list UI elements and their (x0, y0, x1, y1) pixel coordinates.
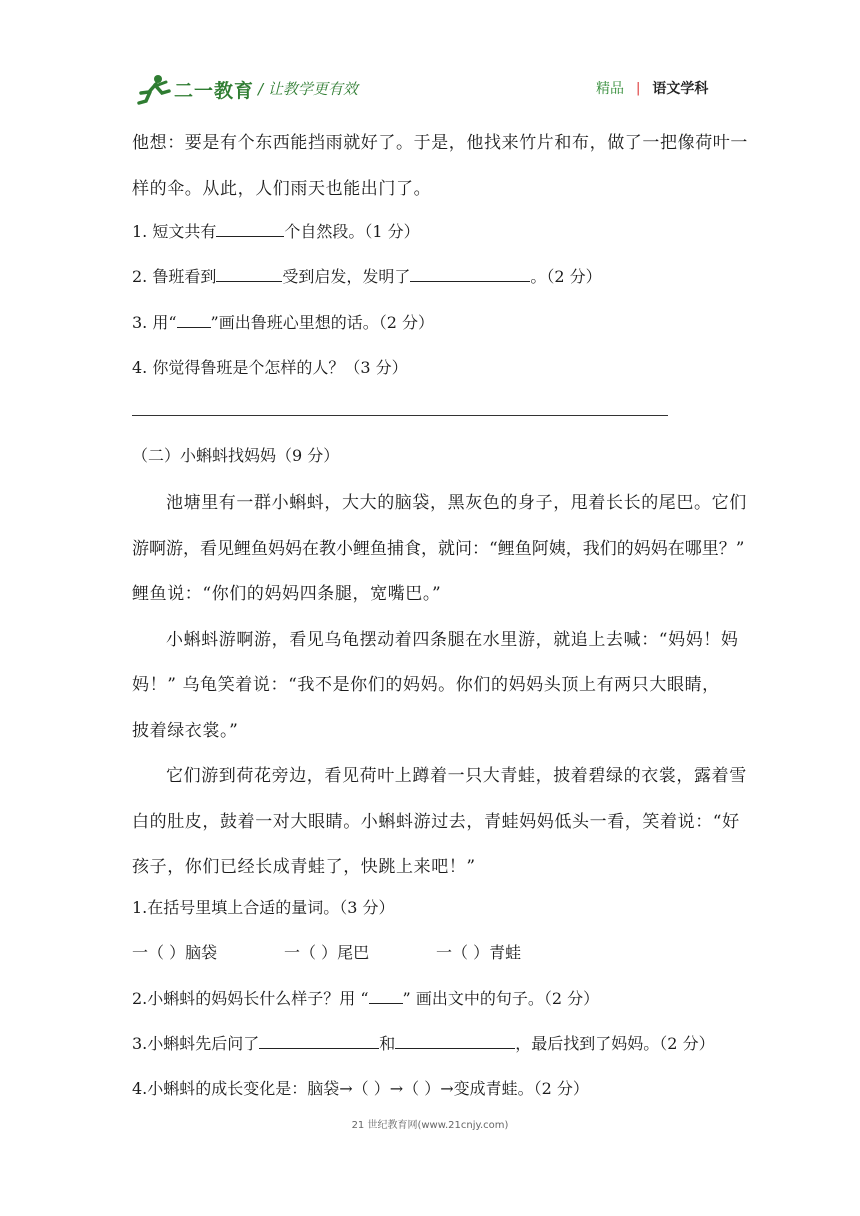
logo-text: 二一教育 (174, 79, 255, 102)
underline-mark (177, 310, 211, 328)
question-text: 和 (379, 1034, 396, 1053)
question-4 (132, 355, 408, 378)
question-text: 1. 短文共有 (132, 222, 217, 241)
passage1-line: 样的伞。从此，人们雨天也能出门了。 (132, 179, 432, 199)
measure-word-item[interactable]: 一（ ）青蛙 (436, 943, 522, 962)
passage2-line: 白的肚皮，鼓着一对大眼睛。小蝌蚪游过去，青蛙妈妈低头一看，笑着说：“好 (132, 812, 740, 832)
question-1 (132, 219, 420, 242)
answer-blank[interactable] (259, 1031, 379, 1049)
passage2-line: 池塘里有一群小蝌蚪，大大的脑袋，黑灰色的身子，甩着长长的尾巴。它们 (166, 493, 747, 513)
measure-word-row (132, 940, 521, 963)
question-4: 4.小蝌蚪的成长变化是：脑袋→（ ）→（ ）→变成青蛙。（2 分） (132, 1079, 589, 1098)
question-text: 2.小蝌蚪的妈妈长什么样子？用 “ (132, 989, 369, 1008)
footer-source: 21 世纪教育网(www.21cnjy.com) (351, 1120, 509, 1131)
question-3 (132, 310, 434, 333)
question-text: 个自然段。（1 分） (284, 222, 420, 241)
passage2-line: 鲤鱼说：“你们的妈妈四条腿，宽嘴巴。” (132, 584, 442, 604)
section-title: （二）小蝌蚪找妈妈（9 分） (132, 446, 340, 465)
passage2-line: 游啊游，看见鲤鱼妈妈在教小鲤鱼捕食，就问：“鲤鱼阿姨，我们的妈妈在哪里？” (132, 539, 745, 559)
question-1: 1.在括号里填上合适的量词。（3 分） (132, 898, 395, 917)
page-header (0, 0, 860, 112)
subject-label: 语文学科 (652, 81, 709, 97)
header-separator: | (636, 80, 641, 96)
answer-blank[interactable] (216, 264, 282, 282)
question-text: 3.小蝌蚪先后问了 (132, 1034, 260, 1053)
passage2-line: 妈！” 乌龟笑着说：“我不是你们的妈妈。你们的妈妈头顶上有两只大眼睛， (132, 675, 720, 695)
question-2 (132, 986, 599, 1009)
question-text: ” 画出文中的句子。（2 分） (402, 989, 600, 1008)
passage2-line: 它们游到荷花旁边，看见荷叶上蹲着一只大青蛙，披着碧绿的衣裳，露着雪 (166, 766, 747, 786)
header-right (596, 78, 708, 98)
answer-blank[interactable] (216, 219, 284, 237)
quality-badge: 精品 (596, 81, 624, 97)
question-2 (132, 264, 602, 287)
passage2-line: 小蝌蚪游啊游，看见乌龟摆动着四条腿在水里游，就追上去喊：“妈妈！妈 (166, 630, 739, 650)
measure-word-item[interactable]: 一（ ）尾巴 (284, 943, 370, 962)
slogan: / 让教学更有效 (258, 80, 358, 98)
passage1-line: 他想：要是有个东西能挡雨就好了。于是，他找来竹片和布，做了一把像荷叶一 (132, 133, 748, 153)
passage2-line: 孩子，你们已经长成青蛙了，快跳上来吧！” (132, 857, 476, 877)
answer-blank[interactable] (395, 1031, 515, 1049)
underline-mark (369, 986, 403, 1004)
question-text: 2. 鲁班看到 (132, 267, 217, 286)
answer-line[interactable] (132, 415, 668, 416)
question-text: ，最后找到了妈妈。（2 分） (515, 1034, 715, 1053)
passage2-line: 披着绿衣裳。” (132, 721, 239, 741)
answer-blank[interactable] (410, 264, 530, 282)
question-text: 受到启发，发明了 (282, 267, 411, 286)
question-text: 3. 用“ (132, 313, 177, 332)
question-3 (132, 1031, 715, 1054)
question-text: 。（2 分） (530, 267, 602, 286)
question-text: ”画出鲁班心里想的话。（2 分） (210, 313, 434, 332)
runner-logo-icon (136, 73, 172, 105)
measure-word-item[interactable]: 一（ ）脑袋 (132, 943, 218, 962)
question-text: 4. 你觉得鲁班是个怎样的人？（3 分） (132, 358, 408, 377)
logo (136, 72, 254, 106)
